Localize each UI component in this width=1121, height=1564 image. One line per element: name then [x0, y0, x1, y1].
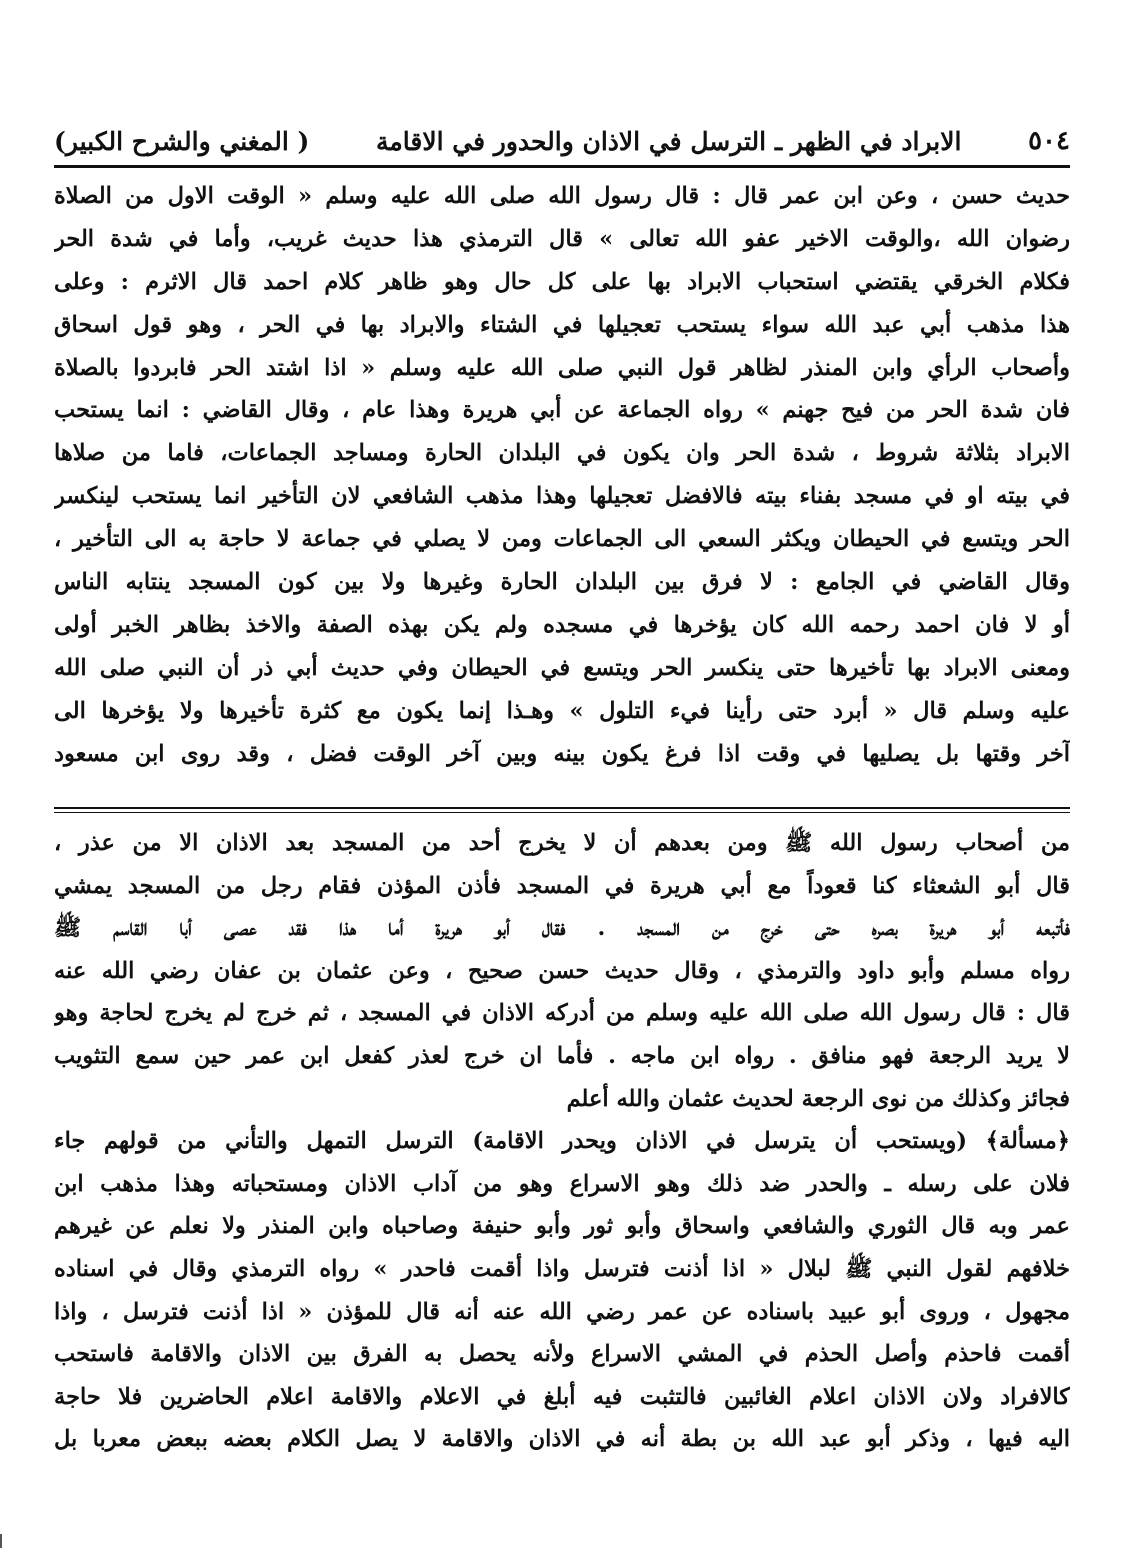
page-number: ٥٠٤	[1028, 126, 1070, 156]
section-divider	[54, 807, 1070, 809]
text-line: عمر وبه قال الثوري والشافعي واسحاق وأبو ثور وأبو حنيفة وصاحباه وابن المنذر ولا نعلم عن غيرهم	[54, 1213, 1070, 1240]
text-line: وأصحاب الرأي وابن المنذر لظاهر قول النبي صلى الله عليه وسلم « اذا اشتد الحر فابردوا بالصلاة	[54, 354, 1070, 381]
text-line: أو لا فان احمد رحمه الله كان يؤخرها في مسجده ولم يكن بهذه الصفة والاخذ بظاهر الخبر أولى	[54, 611, 1070, 638]
text-line: أقمت فاحذم وأصل الحذم في المشي الاسراع ولأنه يحصل به الفرق بين الاذان والاقامة فاستحب	[54, 1341, 1070, 1368]
text-line: فلان على رسله ـ والحدر ضد ذلك وهو الاسراع وهو من آداب الاذان ومستحباته وهذا مذهب ابن	[54, 1170, 1070, 1197]
text-line: عليه وسلم قال « أبرد حتى رأينا فيء التلول » وهـذا إنما يكون مع كثرة تأخيرها ولا يؤخرها الى	[54, 697, 1070, 724]
text-line: اليه فيها ، وذكر أبو عبد الله بن بطة أنه في الاذان والاقامة لا يصل الكلام بعضه ببعض معربا بل	[54, 1426, 1070, 1453]
masala-line: ﴿مسألة﴾ (ويستحب أن يترسل في الاذان ويحدر الاقامة) الترسل التمهل والتأني من قولهم جاء	[54, 1128, 1070, 1155]
text-line: من أصحاب رسول الله ﷺ ومن بعدهم أن لا يخرج أحد من المسجد بعد الاذان الا من عذر ،	[54, 830, 1070, 856]
text-line: ومعنى الابراد بها تأخيرها حتى ينكسر الحر ويتسع في الحيطان وفي حديث أبي ذر أن النبي صلى الله	[54, 654, 1070, 681]
text-line: فجائز وكذلك من نوى الرجعة لحديث عثمان والله أعلم	[566, 1085, 1070, 1112]
text-line: حديث حسن ، وعن ابن عمر قال : قال رسول الله صلى الله عليه وسلم « الوقت الاول من الصلاة	[54, 183, 1070, 209]
text-line: خلافهم لقول النبي ﷺ لبلال « اذا أذنت فترسل واذا أقمت فاحدر » رواه الترمذي وقال في اسناده	[54, 1255, 1070, 1282]
text-line: وقال القاضي في الجامع : لا فرق بين البلدان الحارة وغيرها ولا بين كون المسجد ينتابه الناس	[54, 569, 1070, 596]
text-line: مجهول ، وروى أبو عبيد باسناده عن عمر رضي الله عنه أنه قال للمؤذن « اذا أذنت فترسل ، واذا	[54, 1298, 1070, 1325]
text-line: فان شدة الحر من فيح جهنم » رواه الجماعة عن أبي هريرة وهذا عام ، وقال القاضي : انما يستحب	[54, 397, 1070, 424]
text-line: آخر وقتها بل يصليها في وقت اذا فرغ يكون بينه وبين آخر الوقت فضل ، وقد روى ابن مسعود	[54, 740, 1070, 767]
header-rule	[54, 165, 1070, 168]
chapter-title: الابراد في الظهر ـ الترسل في الاذان والحدور في الاقامة	[375, 126, 962, 156]
text-line: هذا مذهب أبي عبد الله سواء يستحب تعجيلها في الشتاء والابراد بها في الحر ، وهو قول اسحاق	[54, 311, 1070, 338]
scan-edge-mark	[0, 1534, 2, 1548]
text-line: الحر ويتسع في الحيطان ويكثر السعي الى الجماعات ومن لا يصلي في جماعة لا حاجة به الى التأخير ،	[54, 526, 1070, 553]
main-text	[54, 175, 1070, 775]
text-line: فكلام الخرقي يقتضي استحباب الابراد بها على كل حال وهو ظاهر كلام احمد قال الاثرم : وعلى	[54, 268, 1070, 295]
text-line: رضوان الله ،والوقت الاخير عفو الله تعالى » قال الترمذي هذا حديث غريب، وأما في شدة الحر	[54, 225, 1070, 252]
text-line: رواه مسلم وأبو داود والترمذي ، وقال حديث حسن صحيح ، وعن عثمان بن عفان رضي الله عنه	[54, 957, 1070, 984]
text-line: في بيته او في مسجد بفناء بيته فالافضل تعجيلها وهذا مذهب الشافعي لان التأخير انما يستحب لينكسر	[54, 483, 1070, 510]
text-line: فأتبعه أبو هريرة بصره حتى خرج من المسجد . فقال أبو هريرة أما هذا فقد عصى أبا القاسم ﷺ	[54, 915, 1070, 942]
text-line: كالافراد ولان الاذان اعلام الغائبين فالتثبت فيه أبلغ في الاعلام والاقامة اعلام الحاضرين فلا حاجة	[54, 1383, 1070, 1410]
text-line: قال أبو الشعثاء كنا قعوداً مع أبي هريرة في المسجد فأذن المؤذن فقام رجل من المسجد يمشي	[54, 872, 1070, 899]
text-line: الابراد بثلاثة شروط ، شدة الحر وان يكون في البلدان الحارة ومساجد الجماعات، فاما من صلاها	[54, 440, 1070, 467]
book-title: ( المغني والشرح الكبير)	[54, 126, 310, 156]
running-header	[54, 118, 1070, 164]
text-line: قال : قال رسول الله صلى الله عليه وسلم من أدركه الاذان في المسجد ، ثم خرج لم يخرج لحاجة وهو	[54, 1000, 1070, 1027]
section-divider-thin	[54, 812, 1070, 813]
commentary-text	[54, 822, 1070, 1461]
text-line: لا يريد الرجعة فهو منافق . رواه ابن ماجه . فأما ان خرج لعذر كفعل ابن عمر حين سمع التثويب	[54, 1042, 1070, 1069]
